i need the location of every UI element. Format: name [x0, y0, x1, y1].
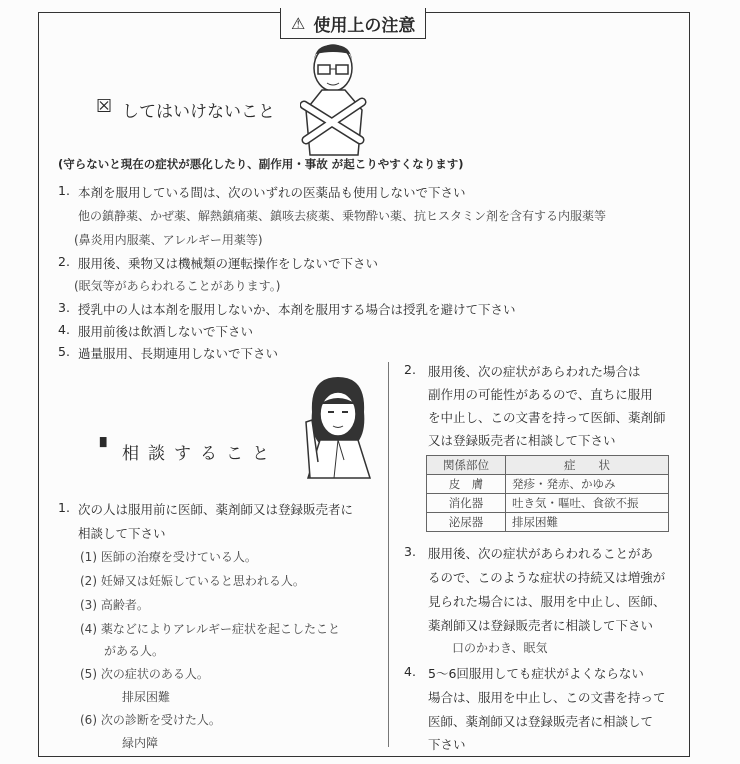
- right-3-line-2: るので、このような症状の持続又は増強が: [428, 570, 666, 585]
- consult-sub-5: (5) 次の症状のある人。: [80, 667, 209, 681]
- table-cell: 消化器: [427, 494, 506, 513]
- consult-item-1: 次の人は服用前に医師、薬剤師又は登録販売者に: [78, 502, 354, 517]
- dont-item-1-note: (鼻炎用内服薬、アレルギー用薬等): [74, 233, 263, 247]
- dont-num-2: 2.: [58, 254, 70, 269]
- dont-warning: (守らないと現在の症状が悪化したり、副作用・事故 が起こりやすくなります): [58, 157, 464, 171]
- header-part: 関係部位: [427, 456, 506, 475]
- table-cell: 発疹・発赤、かゆみ: [506, 475, 669, 494]
- consult-num-1: 1.: [58, 500, 70, 515]
- right-4-line-2: 場合は、服用を中止し、この文書を持って: [428, 690, 666, 705]
- table-cell: 排尿困難: [506, 513, 669, 532]
- man-crossed-arms-illustration: [300, 40, 370, 158]
- dont-item-4: 服用前後は飲酒しないで下さい: [78, 324, 254, 339]
- dont-item-5: 過量服用、長期連用しないで下さい: [78, 346, 279, 361]
- right-2-line-3: を中止し、この文書を持って医師、薬剤師: [428, 410, 666, 425]
- header-symptom: 症 状: [506, 456, 669, 475]
- right-4-line-3: 医師、薬剤師又は登録販売者に相談して: [428, 714, 654, 729]
- consult-sub-1: (1) 医師の治療を受けている人。: [80, 550, 257, 564]
- consult-sub-6-diagnosis: 緑内障: [122, 736, 159, 750]
- column-divider: [388, 362, 389, 747]
- table-header-row: [427, 456, 669, 475]
- right-3-line-3: 見られた場合には、服用を中止し、医師、: [428, 594, 666, 609]
- right-num-2: 2.: [404, 362, 416, 377]
- woman-consultant-illustration: [300, 372, 376, 480]
- notice-title: ⚠ 使用上の注意: [280, 8, 426, 39]
- symptom-table: [426, 455, 669, 532]
- right-num-4: 4.: [404, 664, 416, 679]
- right-num-3: 3.: [404, 544, 416, 559]
- dont-num-1: 1.: [58, 183, 70, 198]
- table-row: [427, 494, 669, 513]
- consult-sub-4-cont: がある人。: [104, 644, 165, 658]
- consult-sub-4: (4) 薬などによりアレルギー症状を起こしたこと: [80, 622, 341, 636]
- consult-item-1-cont: 相談して下さい: [78, 526, 166, 541]
- table-cell: 皮 膚: [427, 475, 506, 494]
- table-cell: 泌尿器: [427, 513, 506, 532]
- table-row: [427, 475, 669, 494]
- consult-sub-2: (2) 妊婦又は妊娠していると思われる人。: [80, 574, 305, 588]
- right-3-symptoms: 口のかわき、眠気: [452, 641, 548, 655]
- warning-triangle-icon: ⚠: [291, 13, 306, 33]
- consult-sub-6: (6) 次の診断を受けた人。: [80, 713, 221, 727]
- dont-heading: してはいけないこと: [122, 102, 275, 122]
- consult-note-icon: ▘: [100, 438, 114, 458]
- right-4-line-1: 5〜6回服用しても症状がよくならない: [428, 666, 644, 681]
- table-row: [427, 513, 669, 532]
- x-box-icon: ☒: [96, 96, 113, 117]
- dont-item-1-drugs: 他の鎮静薬、かぜ薬、解熱鎮痛薬、鎮咳去痰薬、乗物酔い薬、抗ヒスタミン剤を含有する内服薬等: [78, 209, 607, 223]
- right-3-line-1: 服用後、次の症状があらわれることがあ: [428, 546, 654, 561]
- dont-num-3: 3.: [58, 300, 70, 315]
- right-4-line-4: 下さい: [428, 737, 466, 752]
- dont-num-5: 5.: [58, 344, 70, 359]
- table-cell: 吐き気・嘔吐、食欲不振: [506, 494, 669, 513]
- consult-sub-5-symptom: 排尿困難: [122, 690, 171, 704]
- right-3-line-4: 薬剤師又は登録販売者に相談して下さい: [428, 618, 654, 633]
- dont-item-2-note: (眠気等があらわれることがあります。): [74, 279, 281, 293]
- dont-num-4: 4.: [58, 322, 70, 337]
- consult-heading: 相談すること: [122, 444, 278, 464]
- right-2-line-1: 服用後、次の症状があらわれた場合は: [428, 364, 641, 379]
- dont-item-3: 授乳中の人は本剤を服用しないか、本剤を服用する場合は授乳を避けて下さい: [78, 302, 516, 317]
- dont-item-1: 本剤を服用している間は、次のいずれの医薬品も使用しないで下さい: [78, 185, 466, 200]
- dont-item-2: 服用後、乗物又は機械類の運転操作をしないで下さい: [78, 256, 379, 271]
- right-2-line-4: 又は登録販売者に相談して下さい: [428, 433, 616, 448]
- right-2-line-2: 副作用の可能性があるので、直ちに服用: [428, 387, 653, 402]
- consult-sub-3: (3) 高齢者。: [80, 598, 149, 612]
